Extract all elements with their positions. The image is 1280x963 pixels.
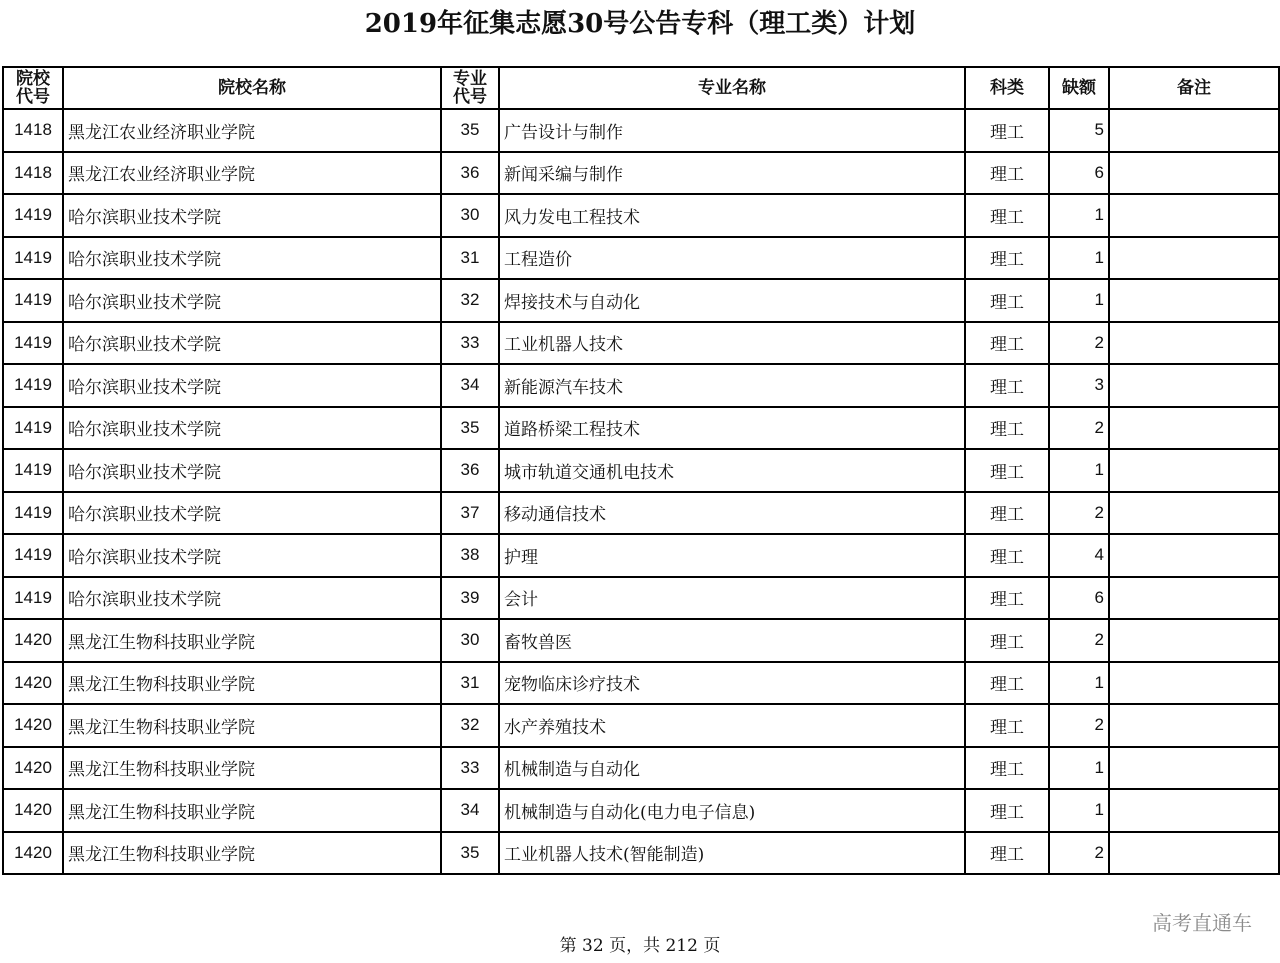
category-cell: 理工 [965,322,1049,365]
school-code-cell: 1418 [3,109,63,152]
major-name-cell: 城市轨道交通机电技术 [499,449,965,492]
major-name-cell: 新能源汽车技术 [499,364,965,407]
note-cell [1109,492,1279,535]
major-name-cell: 移动通信技术 [499,492,965,535]
major-code-cell: 34 [441,364,499,407]
header-quota: 缺额 [1049,67,1109,109]
major-name-cell: 广告设计与制作 [499,109,965,152]
school-code-cell: 1419 [3,534,63,577]
table-row [3,747,1279,790]
major-name-cell: 焊接技术与自动化 [499,279,965,322]
quota-cell: 1 [1049,662,1109,705]
table-row [3,662,1279,705]
category-cell: 理工 [965,534,1049,577]
major-name-cell: 道路桥梁工程技术 [499,407,965,450]
header-row [3,67,1279,109]
school-code-cell: 1419 [3,577,63,620]
quota-cell: 1 [1049,194,1109,237]
school-name-cell: 哈尔滨职业技术学院 [63,534,441,577]
category-cell: 理工 [965,747,1049,790]
table-row [3,194,1279,237]
major-name-cell: 护理 [499,534,965,577]
school-code-cell: 1420 [3,704,63,747]
major-code-cell: 31 [441,237,499,280]
school-code-cell: 1420 [3,662,63,705]
major-code-cell: 35 [441,832,499,875]
school-name-cell: 哈尔滨职业技术学院 [63,237,441,280]
school-code-cell: 1419 [3,407,63,450]
table-row [3,407,1279,450]
table-row [3,449,1279,492]
school-name-cell: 哈尔滨职业技术学院 [63,407,441,450]
major-code-cell: 34 [441,789,499,832]
category-cell: 理工 [965,449,1049,492]
school-code-cell: 1419 [3,194,63,237]
school-code-cell: 1419 [3,449,63,492]
note-cell [1109,322,1279,365]
note-cell [1109,534,1279,577]
table-row [3,152,1279,195]
major-code-cell: 38 [441,534,499,577]
school-name-cell: 哈尔滨职业技术学院 [63,577,441,620]
quota-cell: 2 [1049,619,1109,662]
major-name-cell: 宠物临床诊疗技术 [499,662,965,705]
note-cell [1109,364,1279,407]
category-cell: 理工 [965,364,1049,407]
note-cell [1109,662,1279,705]
quota-cell: 2 [1049,704,1109,747]
quota-cell: 2 [1049,492,1109,535]
note-cell [1109,704,1279,747]
school-name-cell: 黑龙江生物科技职业学院 [63,789,441,832]
major-name-cell: 机械制造与自动化(电力电子信息) [499,789,965,832]
major-code-cell: 36 [441,152,499,195]
category-cell: 理工 [965,619,1049,662]
note-cell [1109,152,1279,195]
category-cell: 理工 [965,832,1049,875]
header-major-code [441,67,499,109]
note-cell [1109,407,1279,450]
school-name-cell: 黑龙江农业经济职业学院 [63,152,441,195]
quota-cell: 4 [1049,534,1109,577]
header-major-name: 专业名称 [499,67,965,109]
category-cell: 理工 [965,577,1049,620]
note-cell [1109,619,1279,662]
major-name-cell: 水产养殖技术 [499,704,965,747]
category-cell: 理工 [965,237,1049,280]
table-row [3,279,1279,322]
category-cell: 理工 [965,704,1049,747]
category-cell: 理工 [965,152,1049,195]
quota-cell: 1 [1049,789,1109,832]
school-code-cell: 1420 [3,789,63,832]
header-school-name: 院校名称 [63,67,441,109]
major-name-cell: 工程造价 [499,237,965,280]
major-name-cell: 工业机器人技术(智能制造) [499,832,965,875]
school-name-cell: 黑龙江生物科技职业学院 [63,832,441,875]
note-cell [1109,747,1279,790]
school-code-cell: 1420 [3,747,63,790]
note-cell [1109,279,1279,322]
school-code-cell: 1419 [3,322,63,365]
category-cell: 理工 [965,407,1049,450]
quota-cell: 6 [1049,152,1109,195]
table-row [3,789,1279,832]
quota-cell: 1 [1049,747,1109,790]
table-row [3,109,1279,152]
school-name-cell: 哈尔滨职业技术学院 [63,279,441,322]
quota-cell: 2 [1049,322,1109,365]
quota-cell: 3 [1049,364,1109,407]
note-cell [1109,832,1279,875]
table-row [3,534,1279,577]
school-code-cell: 1420 [3,619,63,662]
table-row [3,619,1279,662]
table-row [3,832,1279,875]
header-school-code-label: 院校代号 [15,69,50,107]
major-name-cell: 畜牧兽医 [499,619,965,662]
category-cell: 理工 [965,789,1049,832]
plan-table [2,66,1280,875]
major-code-cell: 30 [441,619,499,662]
school-name-cell: 黑龙江农业经济职业学院 [63,109,441,152]
table-row [3,704,1279,747]
quota-cell: 1 [1049,237,1109,280]
school-name-cell: 黑龙江生物科技职业学院 [63,747,441,790]
table-row [3,492,1279,535]
category-cell: 理工 [965,279,1049,322]
school-name-cell: 哈尔滨职业技术学院 [63,322,441,365]
quota-cell: 5 [1049,109,1109,152]
major-code-cell: 35 [441,407,499,450]
quota-cell: 6 [1049,577,1109,620]
header-school-code [3,67,63,109]
major-name-cell: 新闻采编与制作 [499,152,965,195]
major-name-cell: 会计 [499,577,965,620]
page-footer: 第 32 页，共 212 页 [559,936,721,956]
category-cell: 理工 [965,662,1049,705]
major-name-cell: 工业机器人技术 [499,322,965,365]
school-name-cell: 黑龙江生物科技职业学院 [63,619,441,662]
quota-cell: 1 [1049,279,1109,322]
major-code-cell: 32 [441,704,499,747]
note-cell [1109,577,1279,620]
note-cell [1109,449,1279,492]
category-cell: 理工 [965,492,1049,535]
school-code-cell: 1419 [3,364,63,407]
major-name-cell: 风力发电工程技术 [499,194,965,237]
school-code-cell: 1418 [3,152,63,195]
school-name-cell: 哈尔滨职业技术学院 [63,194,441,237]
table-row [3,364,1279,407]
major-code-cell: 32 [441,279,499,322]
school-name-cell: 黑龙江生物科技职业学院 [63,662,441,705]
major-code-cell: 31 [441,662,499,705]
quota-cell: 2 [1049,832,1109,875]
watermark-text: 高考直通车 [1152,911,1252,935]
major-code-cell: 33 [441,322,499,365]
note-cell [1109,109,1279,152]
note-cell [1109,194,1279,237]
school-code-cell: 1420 [3,832,63,875]
major-code-cell: 30 [441,194,499,237]
note-cell [1109,237,1279,280]
table-row [3,237,1279,280]
major-code-cell: 39 [441,577,499,620]
note-cell [1109,789,1279,832]
major-code-cell: 36 [441,449,499,492]
major-code-cell: 37 [441,492,499,535]
header-note: 备注 [1109,67,1279,109]
school-name-cell: 哈尔滨职业技术学院 [63,364,441,407]
quota-cell: 2 [1049,407,1109,450]
school-name-cell: 哈尔滨职业技术学院 [63,492,441,535]
quota-cell: 1 [1049,449,1109,492]
school-name-cell: 黑龙江生物科技职业学院 [63,704,441,747]
category-cell: 理工 [965,194,1049,237]
table-row [3,322,1279,365]
header-category: 科类 [965,67,1049,109]
school-code-cell: 1419 [3,492,63,535]
table-row [3,577,1279,620]
school-code-cell: 1419 [3,279,63,322]
major-code-cell: 33 [441,747,499,790]
header-major-code-label: 专业代号 [452,69,487,107]
major-code-cell: 35 [441,109,499,152]
school-name-cell: 哈尔滨职业技术学院 [63,449,441,492]
category-cell: 理工 [965,109,1049,152]
page-title: 2019年征集志愿30号公告专科（理工类）计划 [364,9,916,39]
school-code-cell: 1419 [3,237,63,280]
major-name-cell: 机械制造与自动化 [499,747,965,790]
